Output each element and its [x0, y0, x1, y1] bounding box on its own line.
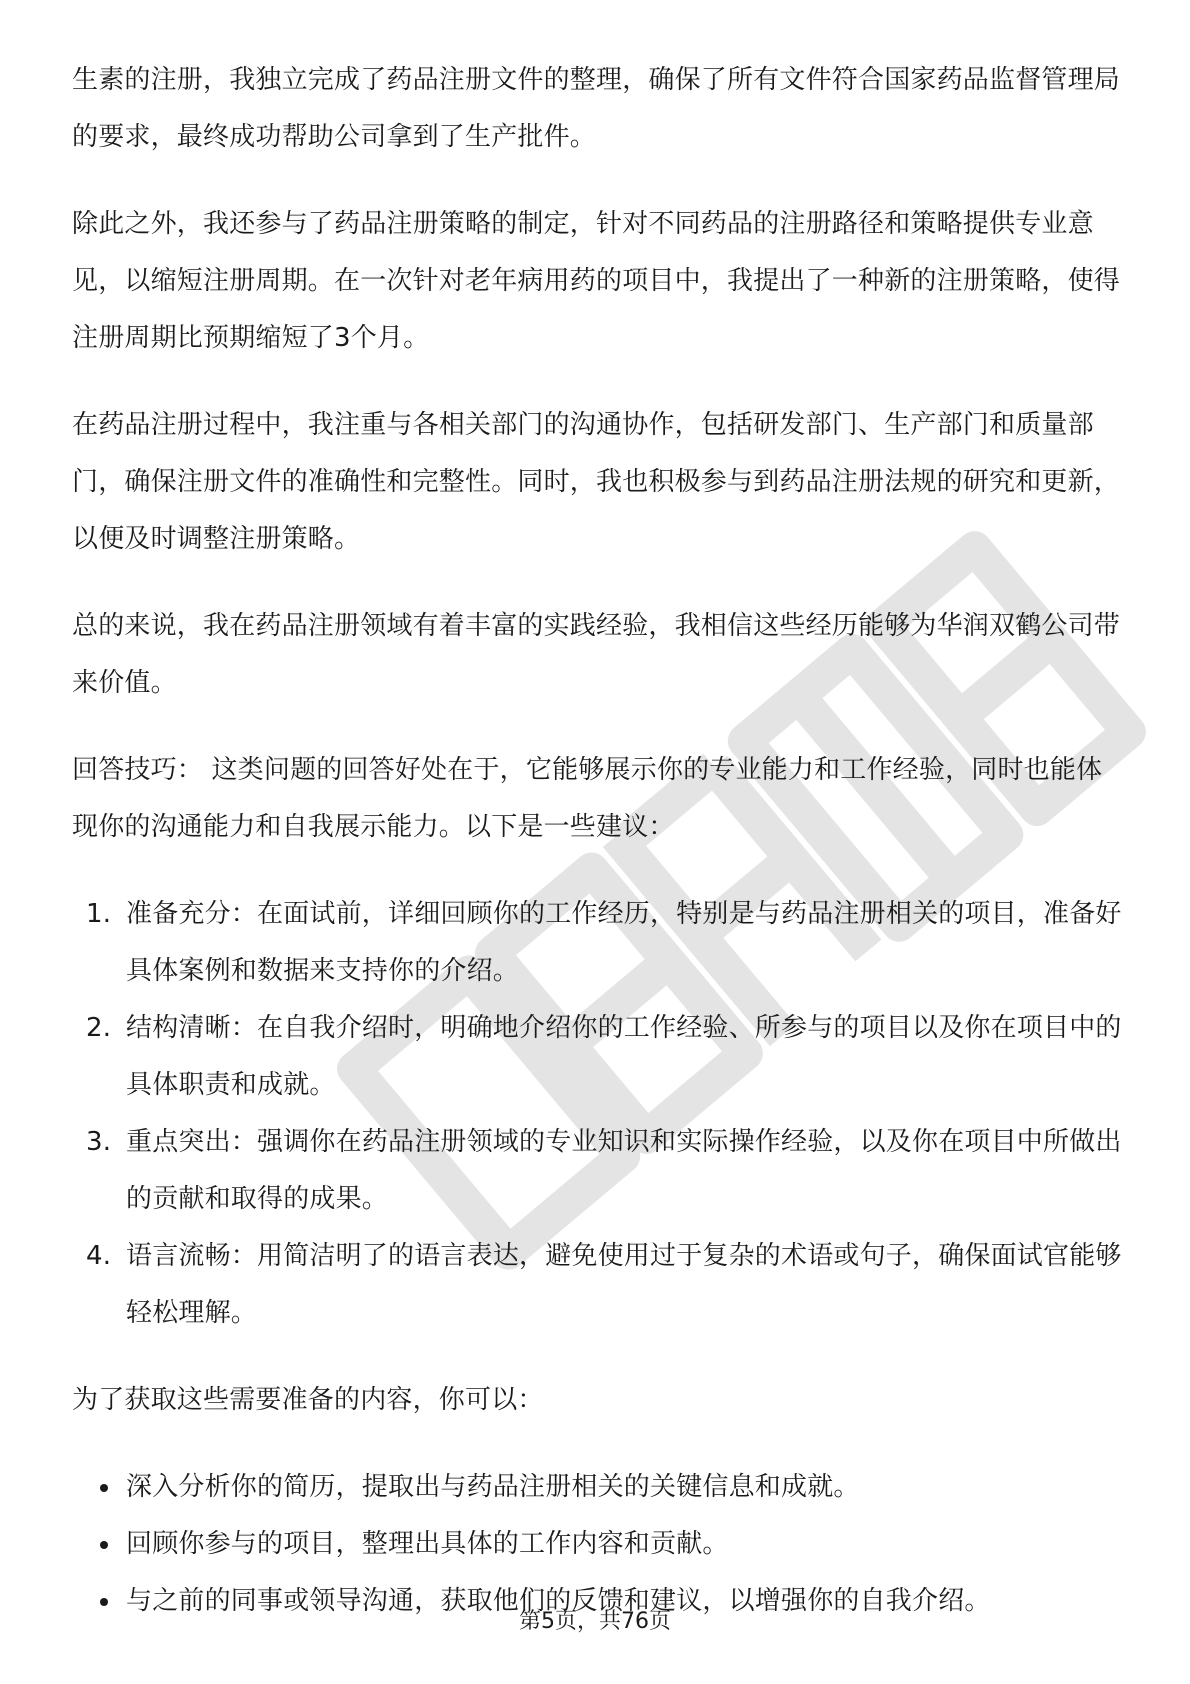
- bullet-icon: [100, 1541, 108, 1549]
- list-item: [72, 1516, 1122, 1573]
- list-item-text: 回顾你参与的项目，整理出具体的工作内容和贡献。: [126, 1529, 729, 1559]
- list-item: [72, 1114, 1122, 1228]
- document-body: [72, 52, 1122, 1630]
- list-item-text: 与之前的同事或领导沟通，获取他们的反馈和建议，以增强你的自我介绍。: [126, 1586, 991, 1616]
- paragraph-registration-files: 生素的注册，我独立完成了药品注册文件的整理，确保了所有文件符合国家药品监督管理局的要求，最终成功帮助公司拿到了生产批件。: [72, 65, 1121, 152]
- paragraph-registration-strategy: 除此之外，我还参与了药品注册策略的制定，针对不同药品的注册路径和策略提供专业意见，以缩短注册周期。在一次针对老年病用药的项目中，我提出了一种新的注册策略，使得注册周期比预期缩短了3个月。: [72, 209, 1121, 353]
- list-number: 1.: [86, 899, 112, 929]
- list-item: [72, 886, 1122, 1000]
- bullet-icon: [100, 1484, 108, 1492]
- list-item: [72, 1459, 1122, 1516]
- list-item-text: 深入分析你的简历，提取出与药品注册相关的关键信息和成就。: [126, 1472, 860, 1502]
- list-item: [72, 1228, 1122, 1342]
- list-item-text: 准备充分：在面试前，详细回顾你的工作经历，特别是与药品注册相关的项目，准备好具体案例和数据来支持你的介绍。: [126, 899, 1122, 986]
- list-number: 3.: [86, 1127, 112, 1157]
- paragraph-cross-department: 在药品注册过程中，我注重与各相关部门的沟通协作，包括研发部门、生产部门和质量部门，确保注册文件的准确性和完整性。同时，我也积极参与到药品注册法规的研究和更新，以便及时调整注册策略。: [72, 410, 1121, 554]
- list-item-text: 语言流畅：用简洁明了的语言表达，避免使用过于复杂的术语或句子，确保面试官能够轻松理解。: [126, 1241, 1122, 1328]
- paragraph-summary: 总的来说，我在药品注册领域有着丰富的实践经验，我相信这些经历能够为华润双鹤公司带来价值。: [72, 611, 1121, 698]
- list-item: [72, 1000, 1122, 1114]
- list-number: 2.: [86, 1013, 112, 1043]
- list-item-text: 重点突出：强调你在药品注册领域的专业知识和实际操作经验，以及你在项目中所做出的贡献和取得的成果。: [126, 1127, 1122, 1214]
- page-number: 第5页，共76页: [519, 1609, 671, 1634]
- tips-list: [72, 886, 1122, 1342]
- paragraph-prep-intro: 为了获取这些需要准备的内容，你可以：: [72, 1385, 544, 1415]
- paragraph-answer-tips: 回答技巧： 这类问题的回答好处在于，它能够展示你的专业能力和工作经验，同时也能体现你的沟通能力和自我展示能力。以下是一些建议：: [72, 755, 1103, 842]
- list-number: 4.: [86, 1241, 112, 1271]
- list-item-text: 结构清晰：在自我介绍时，明确地介绍你的工作经验、所参与的项目以及你在项目中的具体职责和成就。: [126, 1013, 1122, 1100]
